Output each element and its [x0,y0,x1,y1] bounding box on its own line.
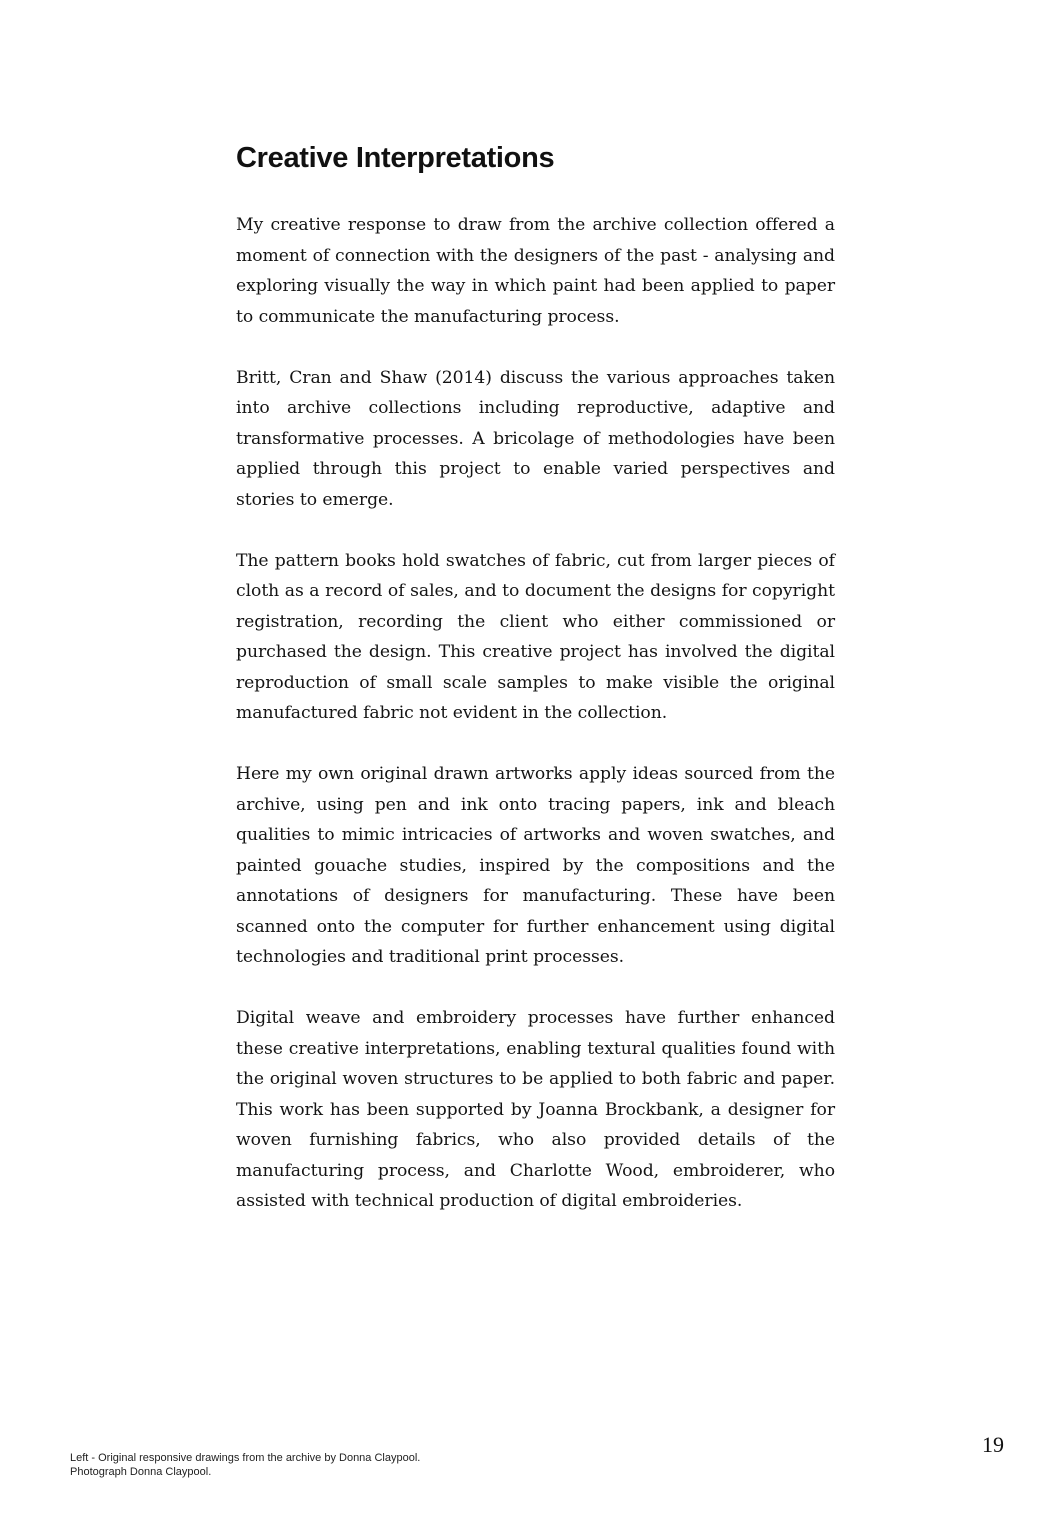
body-text [236,210,835,1247]
paragraph-original-artworks: Here my own original drawn artworks apply ideas sourced from the archive, using pen and ink onto tracing papers, ink and bleach qualities to mimic intricacies of artworks and woven swatches, and painted gouache studies, inspired by the compositions and the annotations of designers for manufacturing. These have been scanned onto the computer for further enhancement using digital technologies and traditional print processes. [236,764,835,967]
paragraph-digital-weave: Digital weave and embroidery processes have further enhanced these creative interpretations, enabling textural qualities found with the original woven structures to be applied to both fabric and paper. This work has been supported by Joanna Brockbank, a designer for woven furnishing fabrics, who also provided details of the manufacturing process, and Charlotte Wood, embroiderer, who assisted with technical production of digital embroideries. [236,1008,835,1211]
caption-line: Left - Original responsive drawings from the archive by Donna Claypool. [70,1452,421,1464]
figure-caption [70,1451,420,1479]
caption-line: Photograph Donna Claypool. [70,1466,212,1478]
page-number: 19 [982,1432,1004,1457]
paragraph-approaches: Britt, Cran and Shaw (2014) discuss the various approaches taken into archive collections including reproductive, adaptive and transformative processes. A bricolage of methodologies have been applied through this project to enable varied perspectives and stories to emerge. [236,367,835,510]
section-heading: Creative Interpretations [236,142,555,174]
paragraph-pattern-books: The pattern books hold swatches of fabric, cut from larger pieces of cloth as a record of sales, and to document the designs for copyright registration, recording the client who either commissioned or purchased the design. This creative project has involved the digital reproduction of small scale samples to make visible the original manufactured fabric not evident in the collection. [236,550,835,723]
paragraph-archive-response: My creative response to draw from the archive collection offered a moment of connection with the designers of the past - analysing and exploring visually the way in which paint had been applied to paper to communicate the manufacturing process. [236,215,835,327]
